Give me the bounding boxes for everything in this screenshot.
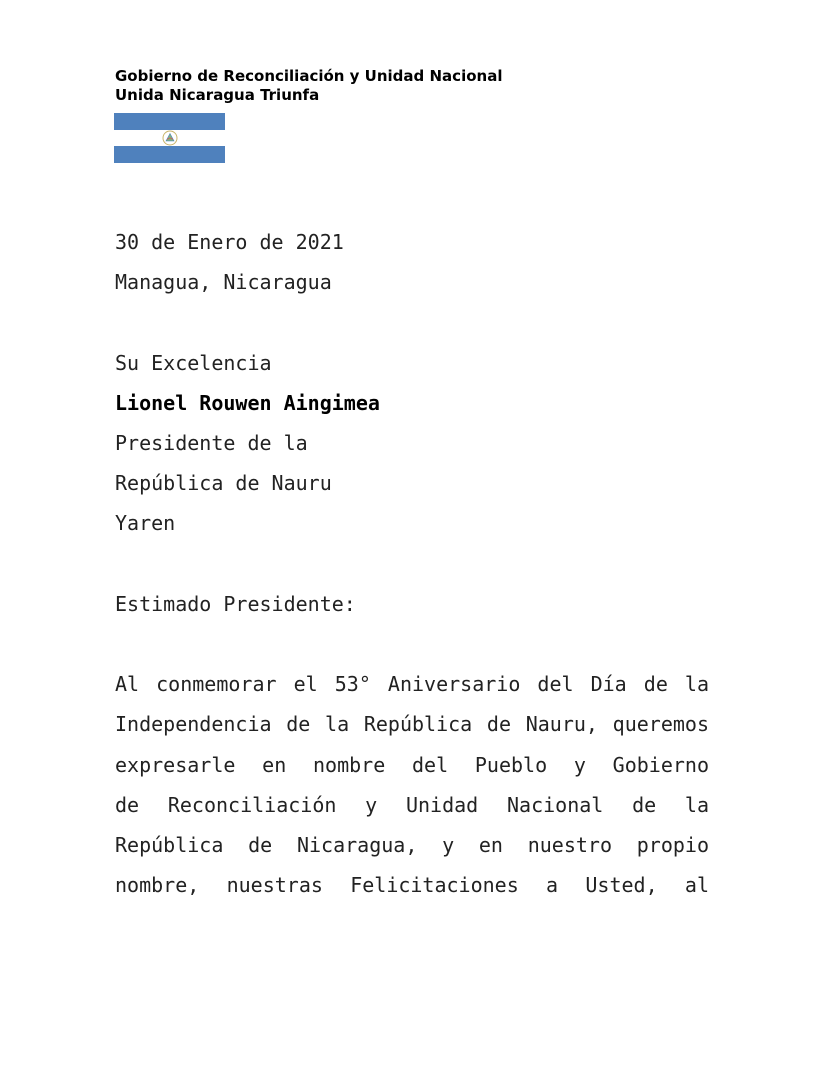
recipient-position-line1: Presidente de la [115, 431, 308, 455]
letter-date: 30 de Enero de 2021 [115, 230, 344, 254]
coat-of-arms-icon [162, 130, 178, 146]
paragraph-line: expresarle en nombre del Pueblo y Gobierno [115, 752, 709, 777]
paragraph-line: Independencia de la República de Nauru, queremos [115, 712, 709, 737]
recipient-name: Lionel Rouwen Aingimea [115, 390, 380, 415]
flag-middle-stripe [114, 130, 225, 147]
paragraph-line: nombre, nuestras Felicitaciones a Usted, al [115, 873, 709, 898]
letter-paragraph [115, 664, 709, 905]
letter-place: Managua, Nicaragua [115, 270, 332, 295]
recipient-title: Su Excelencia [115, 350, 272, 375]
letterhead-slogan: Unida Nicaragua Triunfa [115, 86, 320, 104]
recipient-position-line2: República de Nauru [115, 471, 332, 496]
letterhead [115, 67, 502, 105]
letter-body [115, 222, 709, 905]
nicaragua-flag [114, 113, 225, 163]
letterhead-government-name: Gobierno de Reconciliación y Unidad Nacional [115, 67, 503, 85]
flag-bottom-stripe [114, 146, 225, 163]
paragraph-line: Al conmemorar el 53° Aniversario del Día de la [115, 672, 709, 697]
paragraph-line: República de Nicaragua, y en nuestro propio [115, 833, 709, 857]
paragraph-line: de Reconciliación y Unidad Nacional de la [115, 792, 709, 817]
flag-top-stripe [114, 113, 225, 130]
letter-greeting: Estimado Presidente: [115, 591, 356, 616]
recipient-city: Yaren [115, 511, 176, 536]
